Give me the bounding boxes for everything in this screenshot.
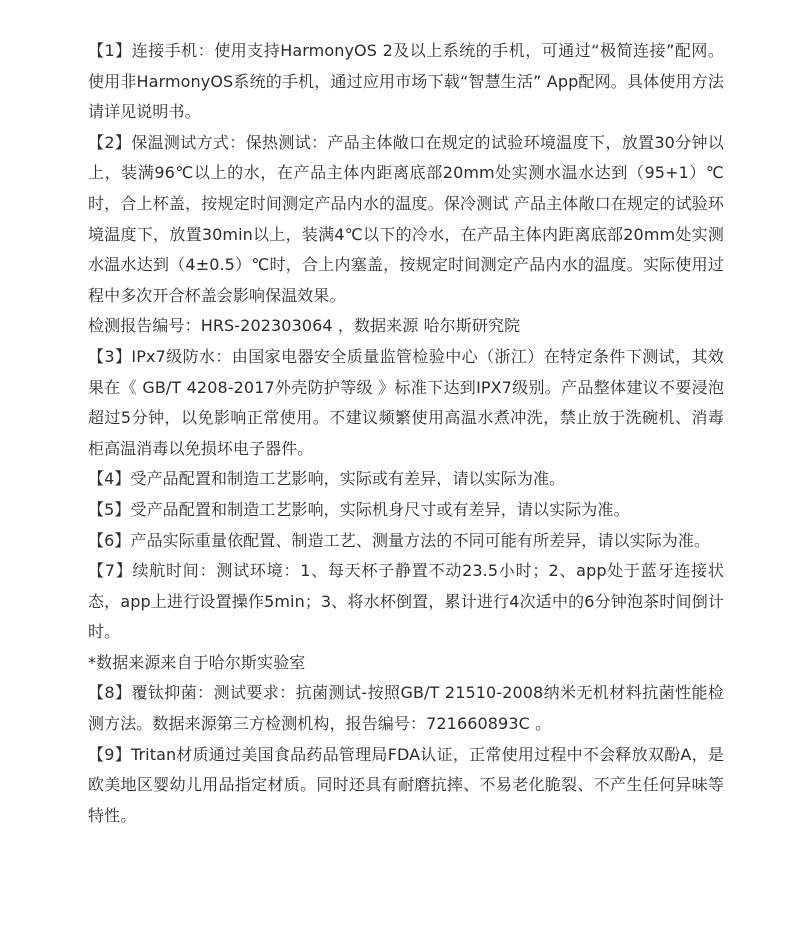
note-tritan-material: 【9】Tritan材质通过美国食品药品管理局FDA认证，正常使用过程中不会释放双酚A，是欧美地区婴幼儿用品指定材质。同时还具有耐磨抗摔、不易老化脆裂、不产生任何异味等特性。 bbox=[88, 744, 724, 825]
note-weight-variance: 【6】产品实际重量依配置、制造工艺、测量方法的不同可能有所差异，请以实际为准。 bbox=[88, 530, 711, 550]
note-antibacterial-coating: 【8】覆钛抑菌：测试要求：抗菌测试-按照GB/T 21510-2008纳米无机材料抗菌性能检测方法。数据来源第三方检测机构，报告编号：721660893C 。 bbox=[88, 683, 724, 734]
note-insulation-test: 【2】保温测试方式：保热测试：产品主体敞口在规定的试验环境温度下，放置30分钟以上，装满96℃以上的水，在产品主体内距离底部20mm处实测水温水达到（95+1）℃时，合上杯盖，按规定时间测定产品内水的温度。保冷测试 产品主体敞口在规定的试验环境温度下，放置30min以上，装满4℃以下的冷水，在产品主体内距离底部20mm处实测水温水达到（4±0.5）℃时，合上内塞盖，按规定时间测定产品内水的温度。实际使用过程中多次开合杯盖会影响保温效果。 bbox=[88, 132, 724, 305]
note-harmonyos-connection: 【1】连接手机：使用支持HarmonyOS 2及以上系统的手机，可通过“极简连接”配网。使用非HarmonyOS系统的手机，通过应用市场下载“智慧生活” App配网。具体使用方法请详见说明书。 bbox=[88, 41, 724, 122]
note-battery-life: 【7】续航时间：测试环境：1、每天杯子静置不动23.5小时；2、app处于蓝牙连接状态，app上进行设置操作5min；3、将水杯倒置，累计进行4次适中的6分钟泡茶时间倒计时。 bbox=[88, 561, 724, 642]
note-configuration-variance: 【4】受产品配置和制造工艺影响，实际或有差异，请以实际为准。 bbox=[88, 469, 566, 489]
note-size-variance: 【5】受产品配置和制造工艺影响，实际机身尺寸或有差异，请以实际为准。 bbox=[88, 499, 630, 519]
note-waterproof-rating: 【3】IPx7级防水：由国家电器安全质量监管检验中心（浙江）在特定条件下测试，其效果在《 GB/T 4208-2017外壳防护等级 》标准下达到IPX7级别。产品整体建议不要浸泡超过5分钟，以免影响正常使用。不建议频繁使用高温水煮冲洗，禁止放于洗碗机、消毒柜高温消毒以免损坏电子器件。 bbox=[88, 346, 724, 458]
note-test-report-number: 检测报告编号：HRS-202303064 ，数据来源 哈尔斯研究院 bbox=[88, 316, 521, 336]
footnotes-document bbox=[88, 36, 724, 831]
note-data-source: *数据来源来自于哈尔斯实验室 bbox=[88, 652, 306, 672]
